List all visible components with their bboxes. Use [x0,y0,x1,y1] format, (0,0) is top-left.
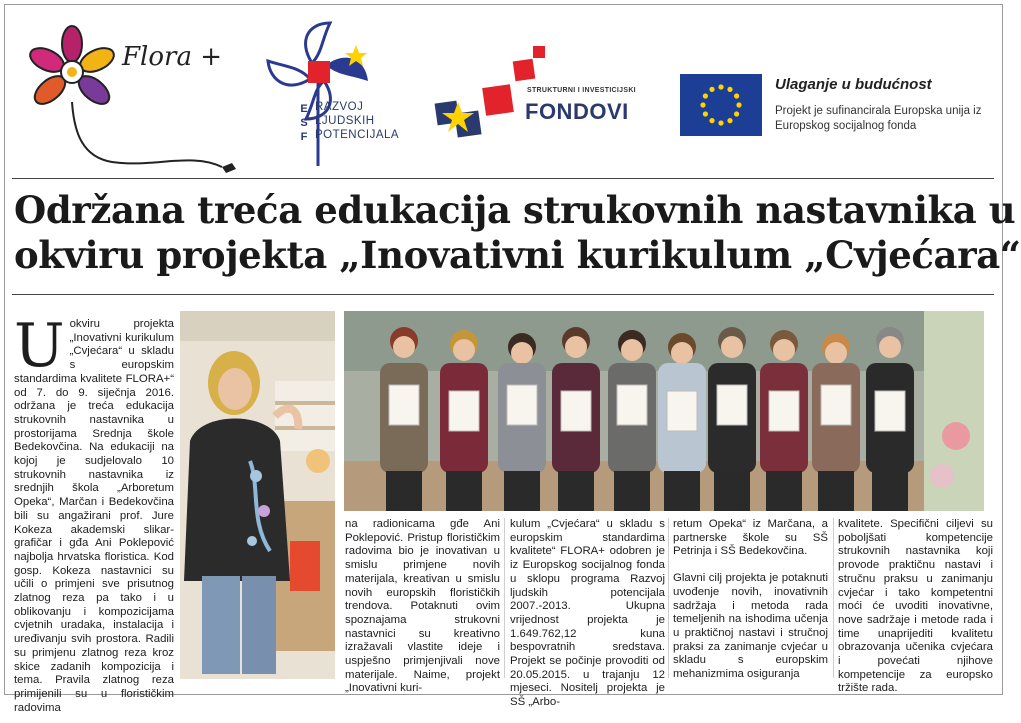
article-column-5 [838,518,993,709]
article-column-4 [673,518,828,695]
esf-letter-s: S [300,117,308,129]
header-divider [12,178,994,179]
column-divider [668,518,669,678]
headline-line-1: Održana treća edukacija strukovnih nastavnika u [14,188,1016,232]
drop-cap: U [14,311,65,381]
esf-letter-f: F [300,131,308,143]
fondovi-title: FONDOVI [525,99,629,124]
column-divider [833,518,834,678]
eu-cofinancing-note: Projekt je sufinancirala Europska unija iz Europskog socijalnog fonda [775,105,982,132]
article-column-1 [14,311,174,715]
fondovi-subtitle: STRUKTURNI I INVESTICIJSKI [527,87,636,94]
esf-line-1: RAZVOJ [315,101,364,113]
flora-logo-text: Flora + [122,42,222,72]
column-3-text: kulum „Cvjećara“ u skladu s europskim standardima kvalitete“ FLORA+ odobren je iz Europskog socijalnog fonda u sklopu programa Razvoj ljudskih potencijala 2007.-2013. Ukupna vrijednost projekta je 1.649.762,12 kuna bespovratnih sredstava. Projekt se počinje provoditi od 20.05.2015. u trajanju 12 mjeseci. Nositelj projekta je SŠ „Arbo- [510,518,665,709]
esf-logo-icon [250,16,410,171]
headline-divider [12,294,994,295]
column-4-paragraph-1: retum Opeka“ iz Marčana, a partnerske škole su SŠ Petrinja i SŠ Bedekovčina. [673,518,828,558]
column-divider [504,518,505,678]
article-column-3 [510,518,665,723]
esf-program-name [315,100,399,142]
eu-slogan: Ulaganje u budućnost [775,76,932,93]
photo-florist-at-work [180,311,335,679]
column-4-paragraph-2: Glavni cilj projekta je potaknuti uvođenje novih, inovativnih sadržaja i metoda rada temeljenih na ishodima učenja u praktičnoj nastavi i stručnoj praksi za zanimanje cvjećar u skladu s europskim mehanizmima osiguranja [673,572,828,681]
column-2-text: na radionicama gđe Ani Poklepović. Pristup florističkim radovima bio je inovativan u smislu primjene novih materijala, kreativan u smislu novih europskih florističkih trendova. Potaknuti ovim spoznajama strukovni nastavnici su kreativno izražavali vlastite ideje i uspješno primjenjivali nove materijale. Naime, projekt „Inovativni kuri- [345,518,500,695]
esf-letter-e: E [300,103,308,115]
esf-letters [298,102,310,144]
article-headline [14,188,1021,278]
eu-flag-icon [680,74,762,136]
esf-line-3: POTENCIJALA [315,129,400,141]
column-1-text: okviru projekta „Inovativni kurikulum „Cvjećara“ u skladu s europskim standardima kvalitete FLORA+“ od 7. do 9. siječnja 2016. održana je treća edukacija strukovnih nastavnika u prostorijama Srednja škole Bedekovčina. Na edukaciji na kojoj je sudjelovalo 10 strukovnih nastavnika iz srednjih škola „Arboretum Opeka“, Marčan i Bedekovčina bili su angažirani prof. Jure Kokeza akademski slikar-grafičar i gđa Ani Poklepović najbolja hrvatska floristica. Kod gosp. Kokeza nastavnici su učili o primjeni sve prisutnog zlatnog reza pa tako i u oblikovanju i kompozicijama cvjetnih uradaka, instalacija i uređivanju svih prostora. Radili su primjenu zlatnog reza kroz skice zadanih kompozicija i tema. Pravila zlatnog reza primijenili su u florističkim radovima [14,318,174,714]
column-5-text: kvalitete. Specifični ciljevi su poboljšati kompetencije strukovnih nastavnika koji provode praktičnu nastavi i stručnu praksu u zanimanju cvjećar i tako kompetentni moći će uvoditi inovativne, nove sadržaje i metode rada i time unaprijediti kvalitetu obrazovanja učenika cvjećara i povećati njihove kompetencije za europsko tržište rada. [838,518,993,695]
article-column-2 [345,518,500,709]
photo-group-certificates [344,311,984,511]
headline-line-2: okviru projekta „Inovativni kurikulum „Cvjećara“ [14,233,1021,277]
esf-line-2: LJUDSKIH [315,115,375,127]
